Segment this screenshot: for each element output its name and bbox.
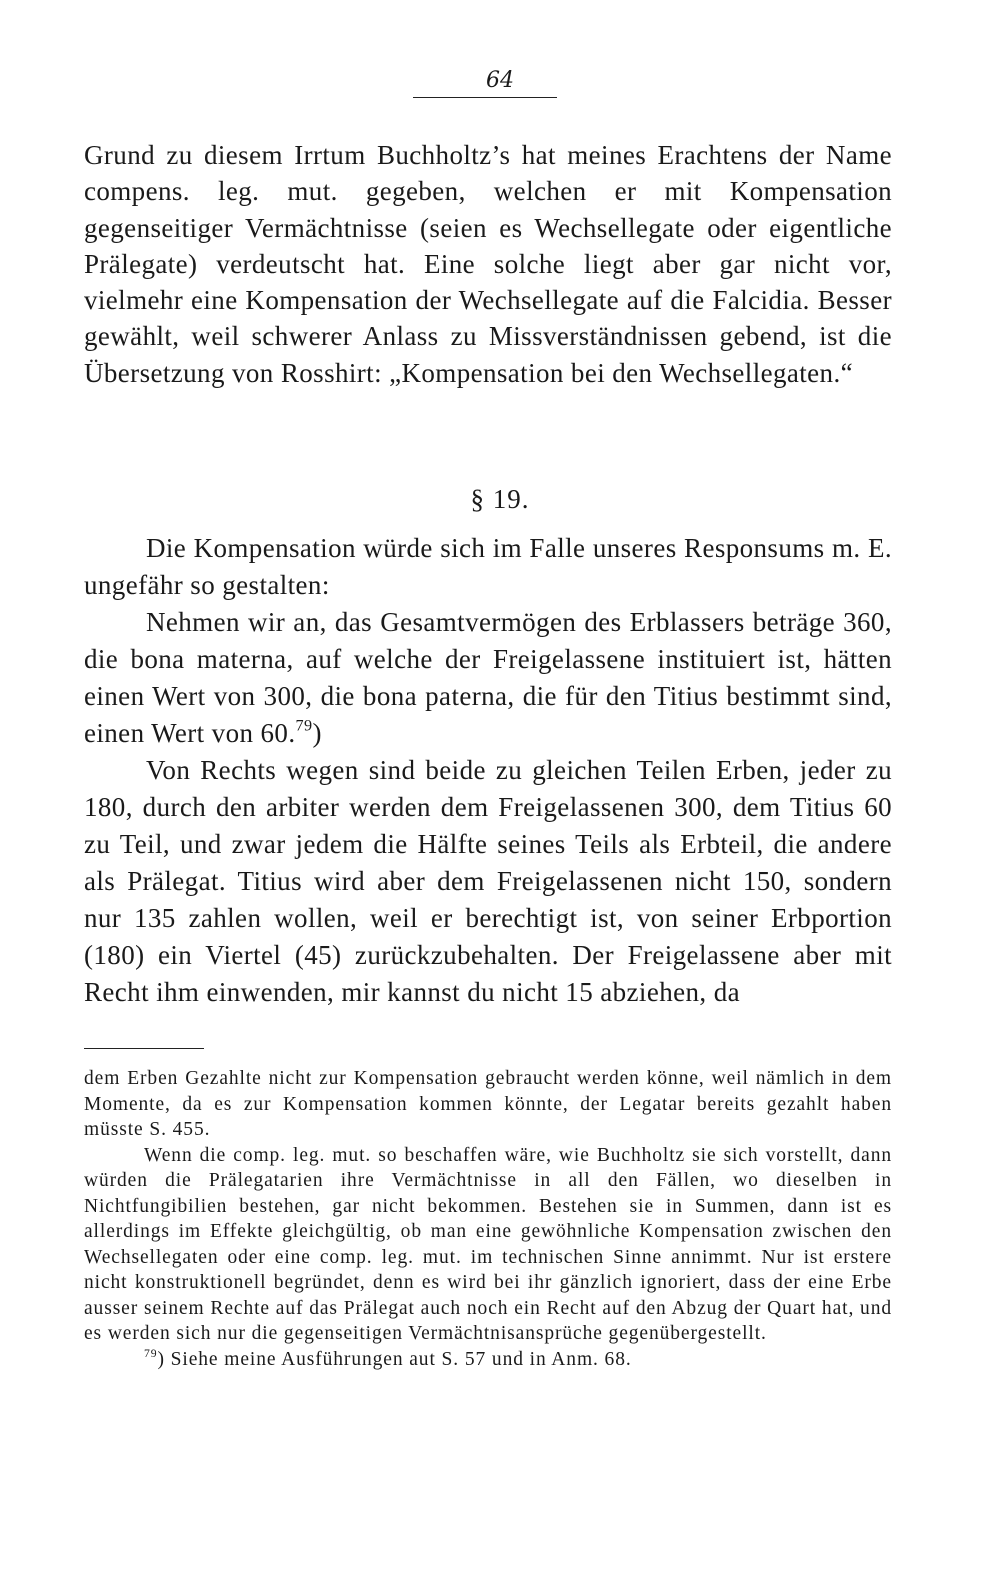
main-text-section xyxy=(84,530,892,1011)
paragraph-calculation: Von Rechts wegen sind beide zu gleichen Teilen Erben, jeder zu 180, durch den arbiter werden dem Freigelassenen 300, dem Titius 60 zu Teil, und zwar jedem die Hälfte seines Teils als Erbteil, die andere als Prälegat. Titius wird aber dem Freigelassenen nicht 150, sondern nur 135 zahlen wollen, weil er berechtigt ist, von seiner Erbportion (180) ein Viertel (45) zurückzubehalten. Der Freigelassene aber mit Recht ihm einwenden, mir kannst du nicht 15 abziehen, da xyxy=(84,755,892,1007)
footnote-79-text: ) Siehe meine Ausführungen aut S. 57 und in Anm. 68. xyxy=(157,1348,632,1370)
footnote-79-mark: 79 xyxy=(144,1346,158,1360)
footnote-reference-79: 79 xyxy=(295,716,313,735)
paragraph-example-text: Nehmen wir an, das Gesamtvermögen des Erblassers beträge 360, die bona materna, auf welche der Freigelassene instituiert ist, hätten einen Wert von 300, die bona paterna, die für den Titius bestimmt sind, einen Wert von 60. xyxy=(84,607,892,748)
header-rule xyxy=(413,97,557,98)
footnote-79 xyxy=(84,1347,892,1373)
paragraph-example xyxy=(84,604,892,752)
paragraph-intro: Die Kompensation würde sich im Falle unseres Responsums m. E. ungefähr so gestalten: xyxy=(84,533,892,600)
page-number: 64 xyxy=(486,68,514,93)
footnote-reference-paren: ) xyxy=(312,718,322,748)
footnote-rule xyxy=(84,1048,204,1049)
paragraph-buchholtz: Grund zu diesem Irrtum Buchholtz’s hat meines Erachtens der Name compens. leg. mut. gegeben, welchen er mit Kompensation gegenseitiger Vermächtnisse (seien es Wechsellegate oder eigentliche Prälegate) verdeutscht hat. Eine solche liegt aber gar nicht vor, vielmehr eine Kompensation der Wechsellegate auf die Falcidia. Besser gewählt, weil schwerer Anlass zu Missverständnissen gebend, ist die Übersetzung von Rosshirt: „Kompensation bei den Wechsellegaten.“ xyxy=(84,140,892,388)
section-heading: § 19. xyxy=(470,484,530,514)
footnote-paragraph: Wenn die comp. leg. mut. so beschaffen wäre, wie Buchholtz sie sich vorstellt, dann würden die Prälegatarien ihre Vermächtnisse in all den Fällen, wo dieselben in Nichtfungibilien bestehen, gar nicht bekommen. Bestehen sie in Summen, dann ist es allerdings im Effekte gleichgültig, ob man eine gewöhnliche Kompensation zwischen den Wechsellegaten oder eine comp. leg. mut. im technischen Sinne annimmt. Nur ist erstere nicht konstruktionell begründet, denn es wird bei ihr gänzlich ignoriert, dass der eine Erbe ausser seinem Rechte auf das Prälegat auch noch ein Recht auf den Abzug der Quart hat, und es werden sich nur die gegenseitigen Vermächtnisansprüche gegenübergestellt. xyxy=(84,1144,892,1344)
main-text-top xyxy=(84,137,892,391)
footnotes xyxy=(84,1066,892,1372)
footnote-continued: dem Erben Gezahlte nicht zur Kompensation gebraucht werden könne, weil nämlich in dem Momente, da es zur Kompensation kommen könnte, der Legatar bereits gezahlt haben müsste S. 455. xyxy=(84,1068,892,1140)
